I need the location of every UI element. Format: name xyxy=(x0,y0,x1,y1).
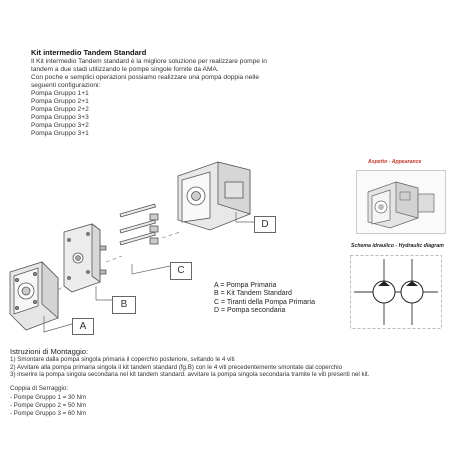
configuration-list xyxy=(31,90,89,138)
instruction-step: 1) Smontare dalla pompa singola primaria il coperchio posteriore, svitando le 4 viti xyxy=(10,356,235,363)
legend-item: A = Pompa Primaria xyxy=(214,282,277,289)
instruction-step: 2) Avvitare alla pompa primaria singola il kit tandem standard (fg.B) con le 4 viti precedentemente smontate dal coperchio xyxy=(10,363,343,371)
instructions-title: Istruzioni di Montaggio: xyxy=(10,347,89,356)
legend-item: B = Kit Tandem Standard xyxy=(214,290,292,298)
torque-item: - Pompe Gruppo 3 = 60 Nm xyxy=(10,409,87,417)
torque-list xyxy=(10,394,86,417)
appearance-caption: Aspetto - Appearance xyxy=(368,159,422,165)
intro-line: tandem a due stadi utilizzando le pompe singole fornite da AMA. xyxy=(31,66,219,74)
label-b-box: B xyxy=(112,296,136,314)
intro-line: Il Kit intermedio Tandem standard è la migliore soluzione per realizzare pompe in xyxy=(31,58,267,65)
appearance-image xyxy=(356,170,446,234)
torque-item: - Pompe Gruppo 1 = 30 Nm xyxy=(10,394,87,401)
legend-item: D = Pompa secondaria xyxy=(214,307,286,315)
configuration-item: Pompa Gruppo 3+3 xyxy=(31,114,89,121)
configuration-item: Pompa Gruppo 2+2 xyxy=(31,106,89,113)
tie-rods-drawing xyxy=(120,204,158,245)
torque-item: - Pompe Gruppo 2 = 50 Nm xyxy=(10,401,87,409)
primary-pump-drawing xyxy=(10,262,58,330)
configuration-item: Pompa Gruppo 3+1 xyxy=(31,130,89,137)
configuration-item: Pompa Gruppo 1+1 xyxy=(31,90,89,97)
intro-line: Con poche e semplici operazioni possiamo realizzare una pompa doppia nelle xyxy=(31,74,259,82)
label-c-box: C xyxy=(170,262,192,280)
intro-line: seguenti configurazioni: xyxy=(31,82,101,90)
legend-item: C = Tiranti della Pompa Primaria xyxy=(214,298,315,306)
hydraulic-diagram-caption: Schema idraulico - Hydraulic diagram xyxy=(351,243,444,249)
label-a-box: A xyxy=(72,318,94,335)
diagram-legend xyxy=(214,282,315,316)
intro-paragraph xyxy=(31,58,301,90)
tandem-kit-plate-drawing xyxy=(64,224,106,292)
torque-title: Coppia di Serraggio: xyxy=(10,385,69,392)
instructions-list xyxy=(10,356,369,379)
instruction-step: 3) inserire la pompa singola secondaria nel kit tandem standard. avvitare la pompa singola secondaria tramite le viti presenti nel kit. xyxy=(10,371,370,379)
configuration-item: Pompa Gruppo 3+2 xyxy=(31,122,89,129)
secondary-pump-drawing xyxy=(178,162,250,230)
label-d-box: D xyxy=(254,216,276,233)
page-title: Kit intermedio Tandem Standard xyxy=(31,48,147,57)
hydraulic-diagram xyxy=(350,255,442,329)
configuration-item: Pompa Gruppo 2+1 xyxy=(31,98,89,105)
